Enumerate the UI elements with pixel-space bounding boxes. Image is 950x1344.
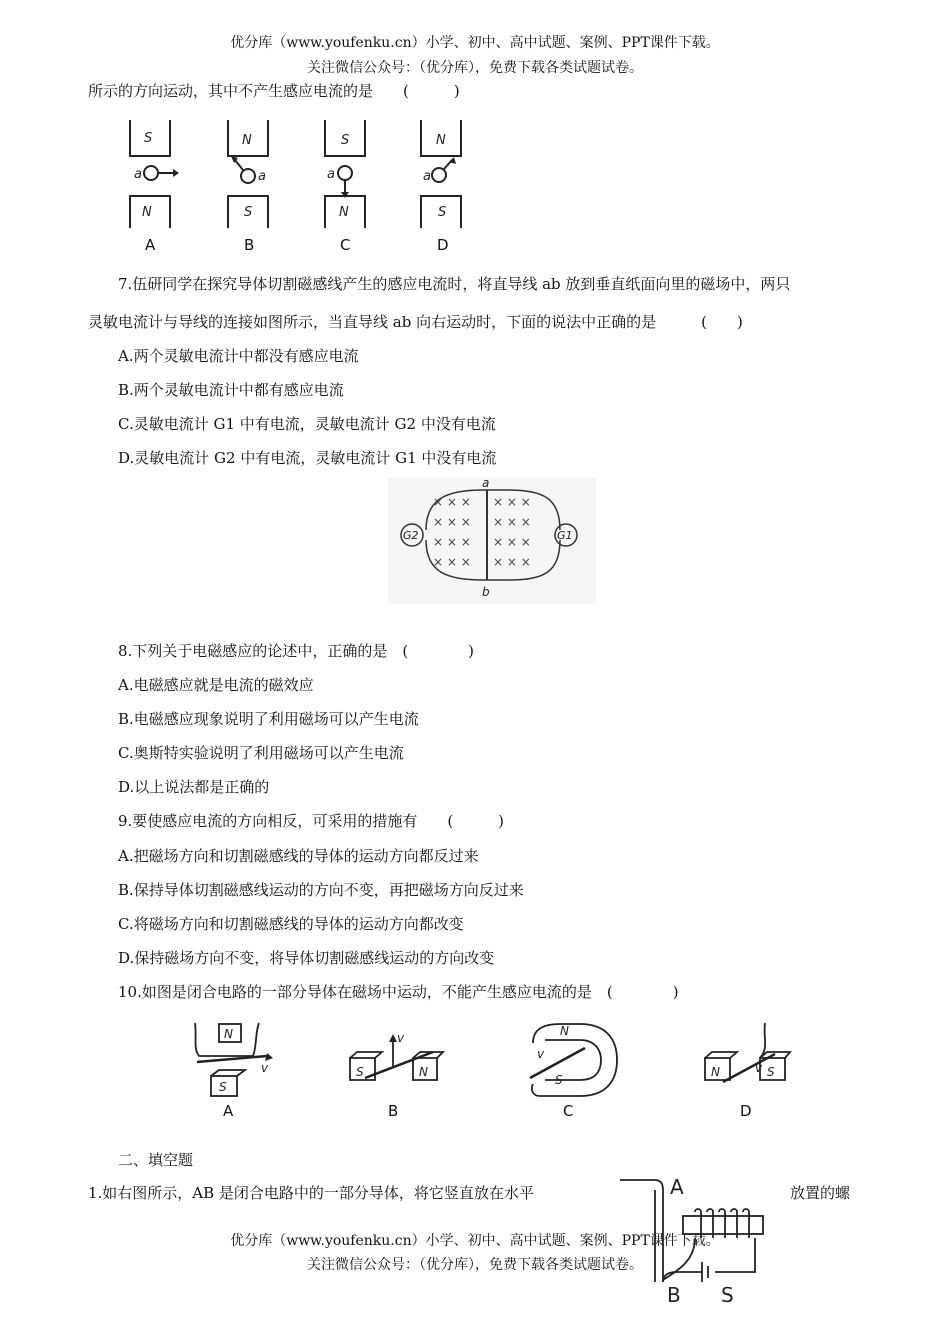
q9-stem: 9.要使感应电流的方向相反，可采用的措施有 ( ) — [118, 812, 505, 830]
svg-text:× × ×: × × × — [493, 555, 531, 569]
svg-text:× × ×: × × × — [433, 495, 471, 509]
q7-fig-g1: G1 — [557, 529, 573, 542]
svg-text:N: N — [224, 1027, 233, 1041]
svg-text:a: a — [327, 167, 335, 182]
q9-option-b: B.保持导体切割磁感线运动的方向不变，再把磁场方向反过来 — [118, 881, 524, 899]
svg-text:N: N — [339, 205, 349, 220]
s2-fig-s: S — [721, 1283, 734, 1307]
q6-stem: 所示的方向运动，其中不产生感应电流的是 ( ) — [88, 82, 460, 100]
q10-figure — [185, 1018, 795, 1100]
svg-text:× × ×: × × × — [433, 515, 471, 529]
q7-fig-g2: G2 — [403, 529, 419, 542]
page-footer-line1: 优分库（www.youfenku.cn）小学、初中、高中试题、案例、PPT课件下载。 — [230, 1233, 720, 1249]
svg-text:N: N — [242, 133, 252, 148]
q7-option-d: D.灵敏电流计 G2 中有电流，灵敏电流计 G1 中没有电流 — [118, 449, 497, 467]
q9-option-a: A.把磁场方向和切割磁感线的导体的运动方向都反过来 — [118, 847, 479, 865]
page-header-line1: 优分库（www.youfenku.cn）小学、初中、高中试题、案例、PPT课件下载。 — [230, 35, 720, 51]
svg-text:v: v — [397, 1031, 405, 1045]
svg-text:N: N — [560, 1024, 569, 1038]
svg-text:N: N — [142, 205, 152, 220]
svg-text:× × ×: × × × — [493, 515, 531, 529]
q6-label-c: C — [340, 236, 351, 254]
svg-text:× × ×: × × × — [493, 495, 531, 509]
svg-text:a: a — [134, 167, 142, 182]
q7-fig-b: b — [482, 585, 490, 599]
q6-label-d: D — [437, 236, 449, 254]
svg-text:v: v — [755, 1061, 763, 1075]
svg-text:N: N — [419, 1065, 428, 1079]
svg-text:S: S — [341, 133, 350, 148]
q8-stem: 8.下列关于电磁感应的论述中，正确的是 ( ) — [118, 642, 475, 660]
svg-text:× × ×: × × × — [493, 535, 531, 549]
s2-q1-solenoid-figure — [615, 1172, 775, 1332]
svg-text:S: S — [555, 1073, 563, 1087]
svg-text:a: a — [258, 169, 266, 184]
svg-text:× × ×: × × × — [433, 555, 471, 569]
s2-fig-b: B — [667, 1283, 681, 1307]
svg-text:N: N — [711, 1065, 720, 1079]
q6-magnet-figure — [115, 118, 485, 258]
q7-option-c: C.灵敏电流计 G1 中有电流，灵敏电流计 G2 中没有电流 — [118, 415, 496, 433]
q6-label-b: B — [244, 236, 255, 254]
svg-text:× × ×: × × × — [433, 535, 471, 549]
q8-option-c: C.奥斯特实验说明了利用磁场可以产生电流 — [118, 744, 404, 762]
q6-label-a: A — [145, 236, 156, 254]
q7-circuit-figure — [388, 478, 596, 604]
svg-text:N: N — [436, 133, 446, 148]
svg-text:S: S — [219, 1080, 227, 1094]
q8-option-d: D.以上说法都是正确的 — [118, 778, 270, 796]
q7-option-a: A.两个灵敏电流计中都没有感应电流 — [118, 347, 359, 365]
s2-fig-a: A — [670, 1175, 684, 1199]
q10-label-d: D — [740, 1102, 752, 1120]
q7-stem-line1: 7.伍研同学在探究导体切割磁感线产生的感应电流时，将直导线 ab 放到垂直纸面向里的磁场中，两只 — [118, 275, 791, 293]
q10-label-b: B — [388, 1102, 399, 1120]
q9-option-c: C.将磁场方向和切割磁感线的导体的运动方向都改变 — [118, 915, 464, 933]
page-header-line2: 关注微信公众号：（优分库），免费下载各类试题试卷。 — [307, 60, 643, 76]
svg-text:v: v — [537, 1047, 545, 1061]
svg-text:S: S — [144, 131, 153, 146]
svg-text:v: v — [261, 1061, 269, 1075]
q9-option-d: D.保持磁场方向不变，将导体切割磁感线运动的方向改变 — [118, 949, 495, 967]
q7-option-b: B.两个灵敏电流计中都有感应电流 — [118, 381, 344, 399]
q10-label-c: C — [563, 1102, 574, 1120]
s2-q1-text-right: 放置的螺 — [790, 1184, 851, 1202]
q8-option-a: A.电磁感应就是电流的磁效应 — [118, 676, 314, 694]
q8-option-b: B.电磁感应现象说明了利用磁场可以产生电流 — [118, 710, 419, 728]
svg-text:S: S — [438, 205, 447, 220]
q10-stem: 10.如图是闭合电路的一部分导体在磁场中运动，不能产生感应电流的是 ( ) — [118, 983, 679, 1001]
svg-text:a: a — [423, 169, 431, 184]
section2-title: 二、填空题 — [118, 1151, 194, 1169]
svg-text:S: S — [356, 1065, 364, 1079]
svg-text:S: S — [244, 205, 253, 220]
q7-fig-a: a — [482, 478, 490, 490]
q10-label-a: A — [223, 1102, 234, 1120]
s2-q1-text-left: 1.如右图所示，AB 是闭合电路中的一部分导体，将它竖直放在水平 — [88, 1184, 534, 1202]
page-footer-line2: 关注微信公众号：（优分库），免费下载各类试题试卷。 — [307, 1257, 643, 1273]
q7-stem-line2: 灵敏电流计与导线的连接如图所示，当直导线 ab 向右运动时，下面的说法中正确的是 ( ) — [88, 313, 743, 331]
svg-text:S: S — [767, 1065, 775, 1079]
